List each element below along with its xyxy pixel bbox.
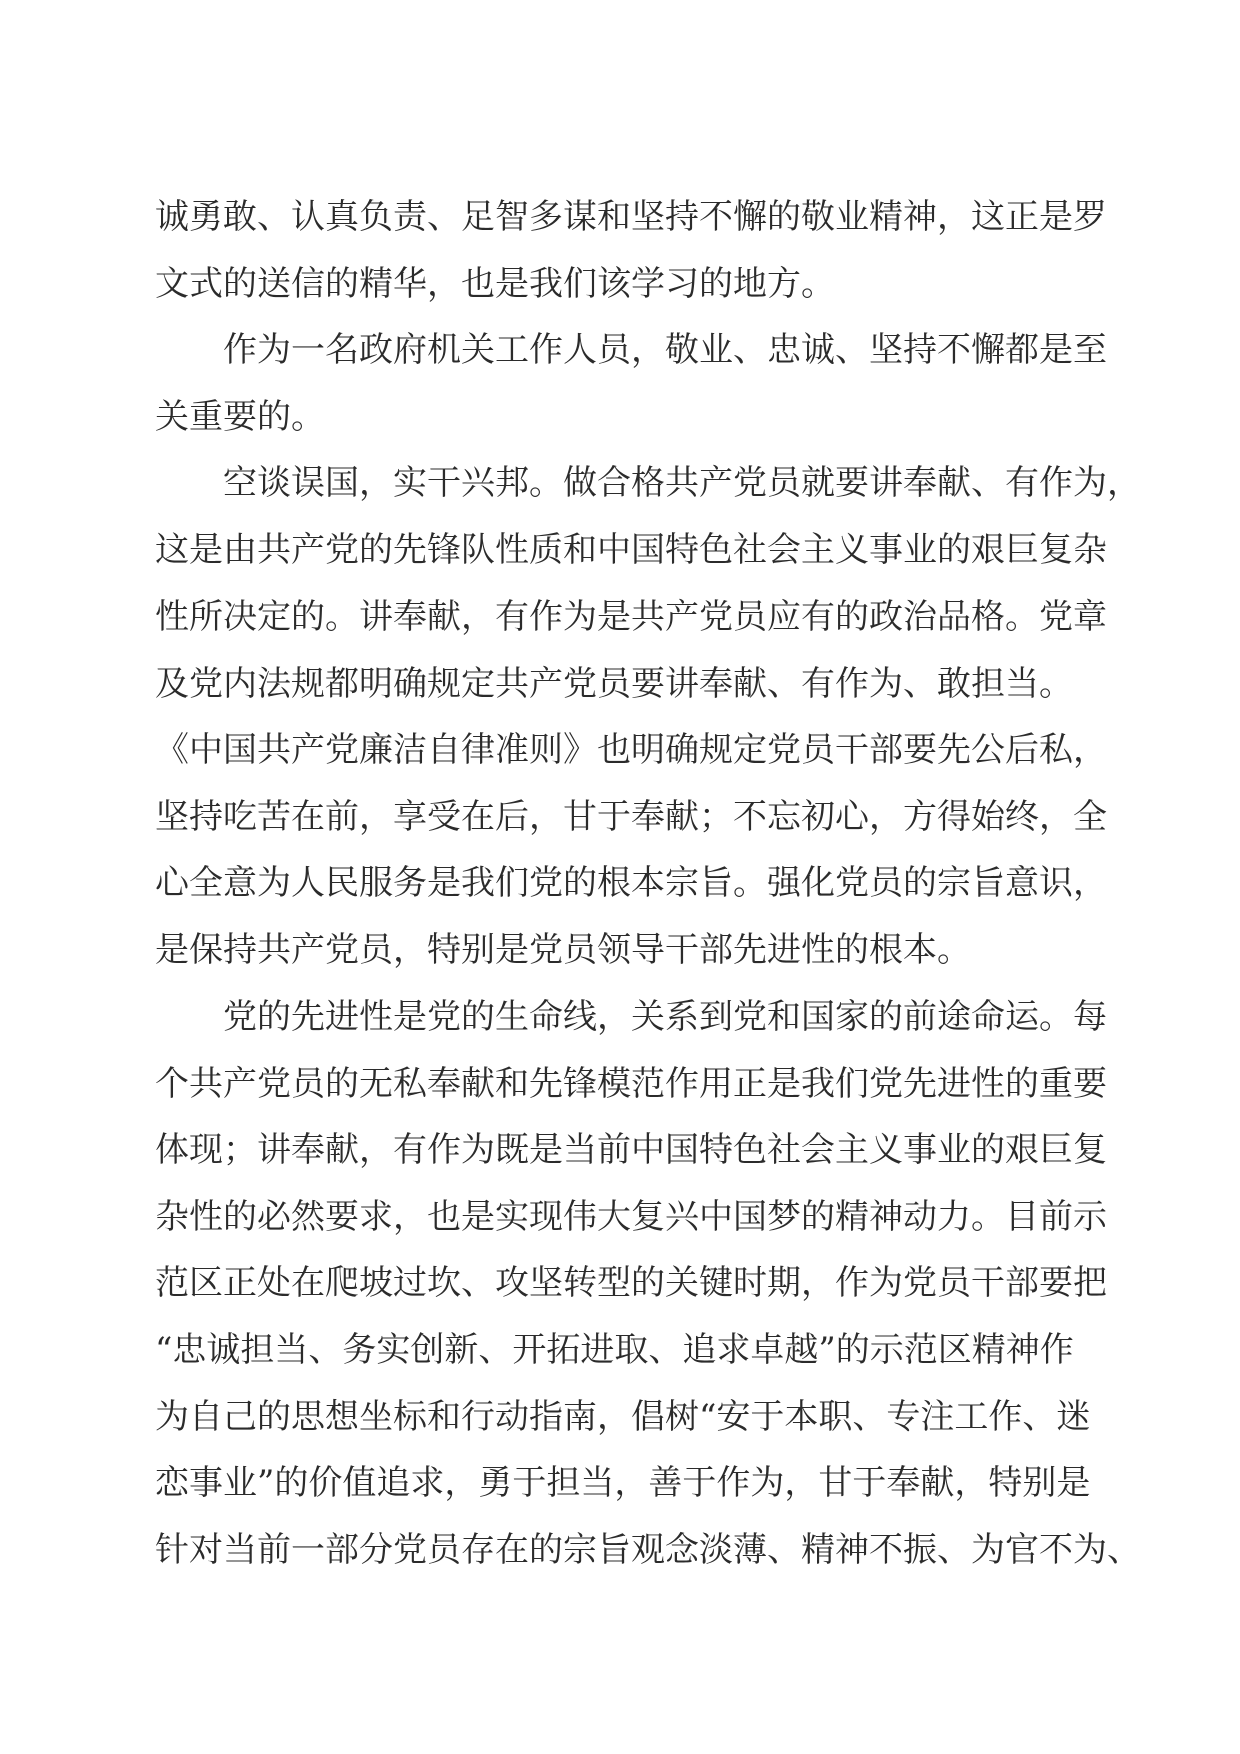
text-line: 心全意为人民服务是我们党的根本宗旨。强化党员的宗旨意识， [155, 863, 1107, 903]
text-line: 杂性的必然要求，也是实现伟大复兴中国梦的精神动力。目前示 [155, 1197, 1107, 1237]
paragraph-first-line: 党的先进性是党的生命线，关系到党和国家的前途命运。每 [223, 997, 1107, 1037]
text-line: 个共产党员的无私奉献和先锋模范作用正是我们党先进性的重要 [155, 1064, 1107, 1104]
text-line: 性所决定的。讲奉献，有作为是共产党员应有的政治品格。党章 [155, 597, 1107, 637]
text-line: 文式的送信的精华，也是我们该学习的地方。 [155, 264, 835, 304]
text-line: 恋事业”的价值追求，勇于担当，善于作为，甘于奉献，特别是 [155, 1463, 1091, 1503]
text-line: “忠诚担当、务实创新、开拓进取、追求卓越”的示范区精神作 [155, 1330, 1074, 1370]
text-line: 诚勇敢、认真负责、足智多谋和坚持不懈的敬业精神，这正是罗 [155, 197, 1107, 237]
text-line: 体现；讲奉献，有作为既是当前中国特色社会主义事业的艰巨复 [155, 1130, 1107, 1170]
text-line: 关重要的。 [155, 397, 325, 437]
text-line: 坚持吃苦在前，享受在后，甘于奉献；不忘初心，方得始终，全 [155, 797, 1107, 837]
text-line: 范区正处在爬坡过坎、攻坚转型的关键时期，作为党员干部要把 [155, 1263, 1107, 1303]
text-line: 为自己的思想坐标和行动指南，倡树“安于本职、专注工作、迷 [155, 1397, 1091, 1437]
paragraph-first-line: 作为一名政府机关工作人员，敬业、忠诚、坚持不懈都是至 [223, 330, 1107, 370]
text-line: 《中国共产党廉洁自律准则》也明确规定党员干部要先公后私， [155, 730, 1107, 770]
paragraph-first-line: 空谈误国，实干兴邦。做合格共产党员就要讲奉献、有作为， [223, 463, 1141, 503]
text-line: 这是由共产党的先锋队性质和中国特色社会主义事业的艰巨复杂 [155, 530, 1107, 570]
text-line: 针对当前一部分党员存在的宗旨观念淡薄、精神不振、为官不为、 [155, 1530, 1141, 1570]
text-line: 是保持共产党员，特别是党员领导干部先进性的根本。 [155, 930, 971, 970]
text-line: 及党内法规都明确规定共产党员要讲奉献、有作为、敢担当。 [155, 664, 1073, 704]
